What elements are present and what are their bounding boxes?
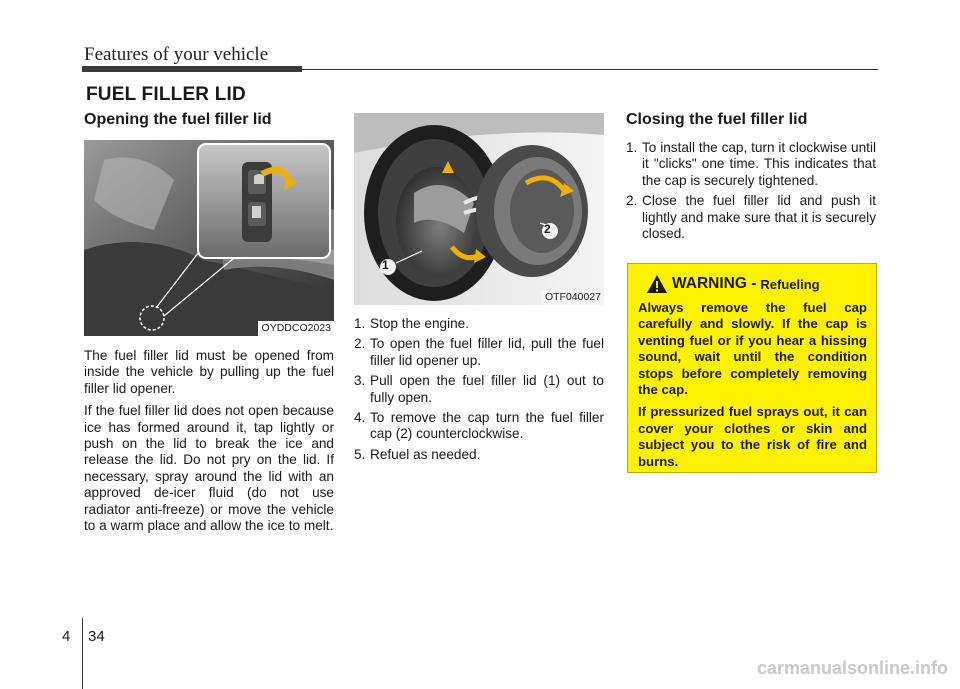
callout-2-label: 2 — [544, 222, 551, 236]
list-item: 5. Refuel as needed. — [354, 446, 481, 462]
opening-heading: Opening the fuel filler lid — [84, 111, 272, 128]
header-rule — [302, 69, 878, 70]
opening-steps-list — [354, 316, 604, 463]
warning-paragraph-2: If pressurized fuel sprays out, it can cover your clothes or skin and subject you to the risk of fire and burns. — [638, 404, 867, 469]
running-header: Features of your vehicle — [84, 44, 269, 65]
warning-box — [627, 263, 877, 473]
list-item: 3. Pull open the fuel filler lid (1) out to fully open. — [354, 373, 604, 405]
opening-column — [84, 110, 334, 540]
opening-paragraph-2: If the fuel filler lid does not open because ice has formed around it, tap lightly or push on the lid to break the ice and release the lid. Do not pry on the lid. If necessary, spray around the lid with an approved de-icer fluid (do not use radiator anti-freeze) or move the vehicle to a warm place and allow the ice to melt. — [84, 403, 334, 534]
fuel-cap-illustration — [354, 113, 604, 305]
opener-photo — [84, 140, 334, 336]
opening-paragraph-1: The fuel filler lid must be opened from inside the vehicle by pulling up the fuel filler lid opener. — [84, 348, 334, 396]
watermark: carmanualsonline.info — [756, 658, 948, 678]
callout-1-label: 1 — [382, 258, 389, 272]
warning-label: WARNING - — [672, 275, 757, 292]
list-item: 4. To remove the cap turn the fuel filler cap (2) counterclockwise. — [354, 410, 604, 442]
footer-rule — [82, 618, 83, 689]
header-bar — [82, 66, 302, 72]
chapter-number: 4 — [62, 628, 71, 645]
section-title: FUEL FILLER LID — [86, 84, 246, 105]
steps-column — [354, 113, 604, 467]
list-item: 1. To install the cap, turn it clockwise until it "clicks" one time. This indicates that the cap is securely tightened. — [626, 140, 876, 188]
fuel-cap-photo — [354, 113, 604, 305]
closing-steps-list — [626, 140, 876, 242]
list-item: 1. Stop the engine. — [354, 316, 470, 331]
opener-illustration — [84, 140, 334, 336]
closing-heading: Closing the fuel filler lid — [626, 111, 808, 128]
warning-header — [638, 274, 867, 294]
opener-photo-code: OYDDCO2023 — [258, 321, 334, 336]
list-item: 2. Close the fuel filler lid and push it lightly and make sure that it is securely closed. — [626, 193, 876, 242]
warning-triangle-icon — [646, 274, 668, 294]
warning-paragraph-1: Always remove the fuel cap carefully and slowly. If the cap is venting fuel or if you hear a hissing sound, wait until the condition stops before completely removing the cap. — [638, 300, 867, 398]
warning-subject: Refueling — [760, 276, 820, 292]
list-item: 2. To open the fuel filler lid, pull the fuel filler lid opener up. — [354, 336, 604, 368]
fuel-cap-photo-code: OTF040027 — [541, 290, 604, 305]
page-number: 34 — [88, 628, 105, 645]
closing-column — [626, 110, 876, 246]
